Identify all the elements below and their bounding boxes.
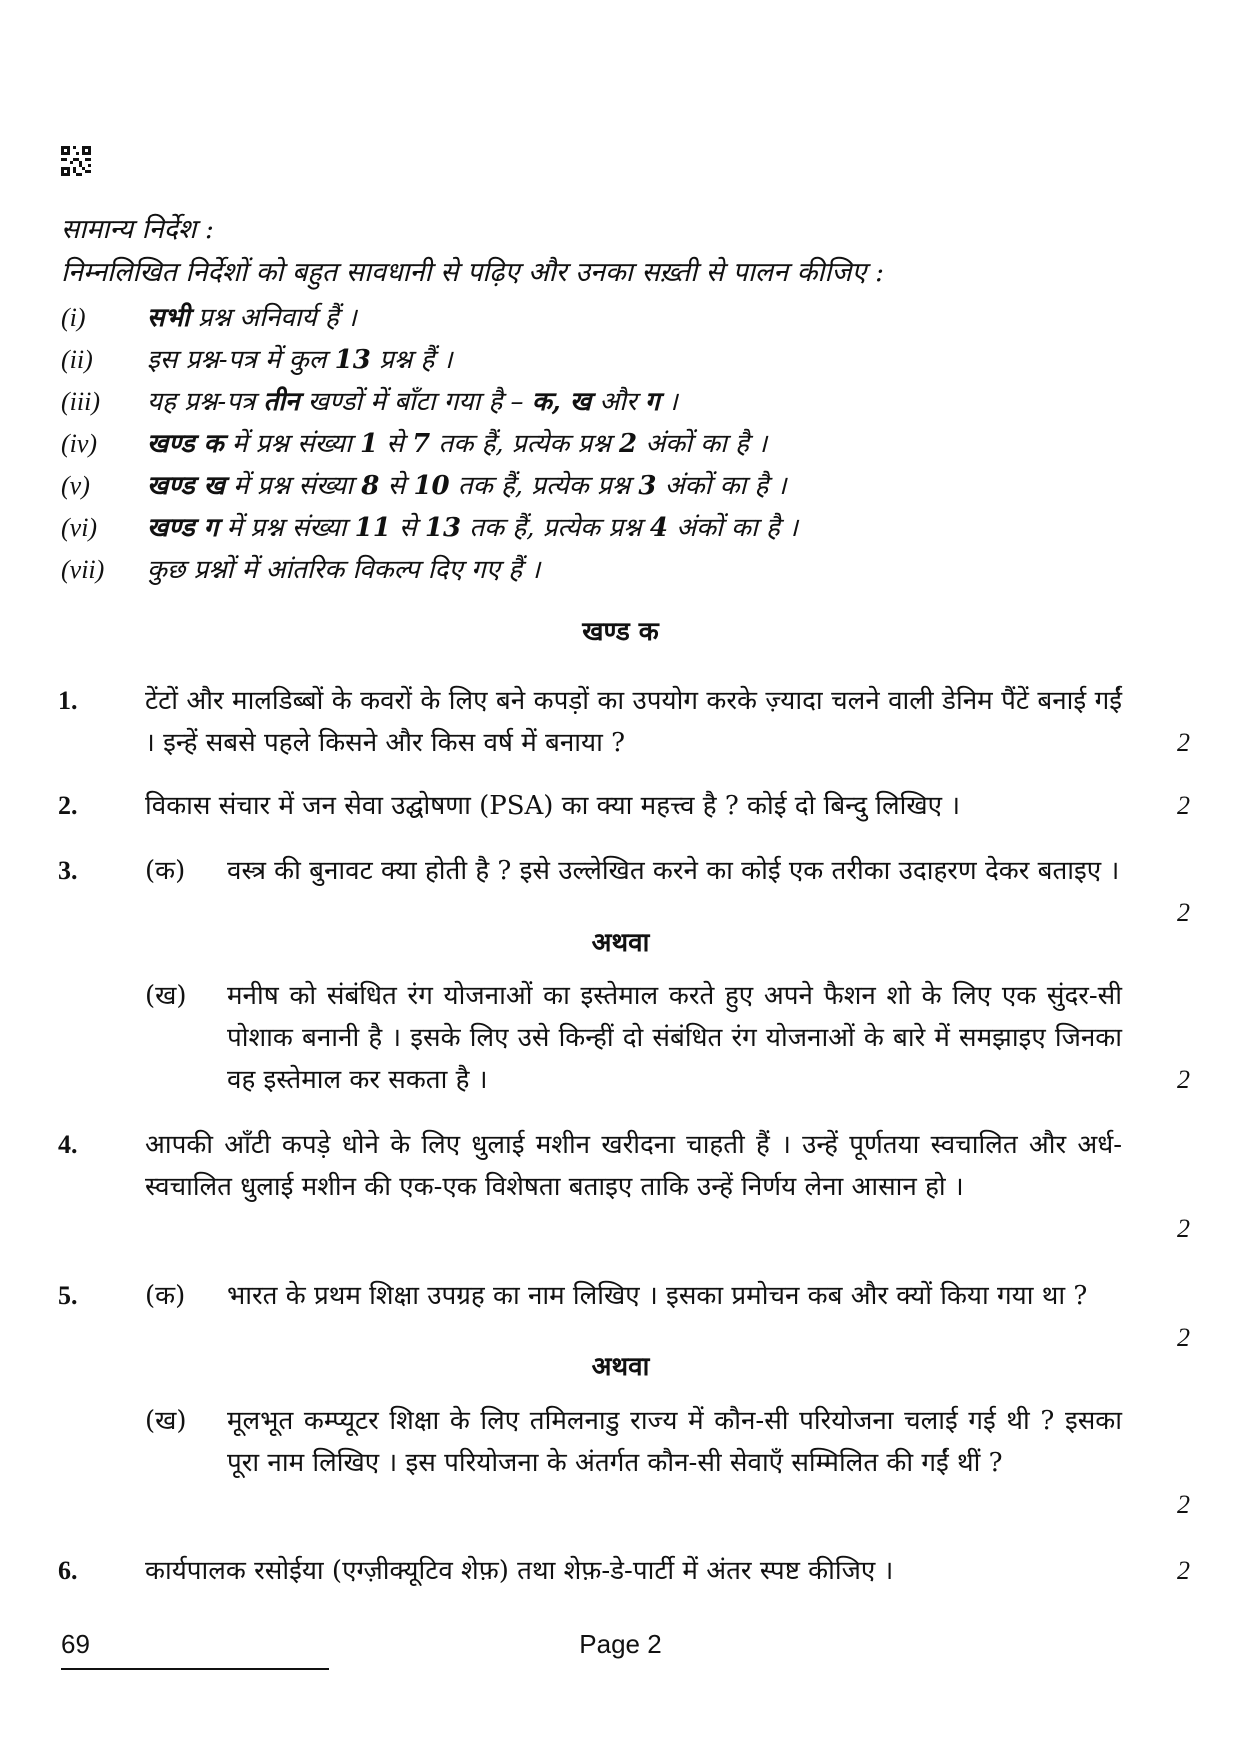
instruction-text (147, 466, 786, 506)
question-1-text: टेंटों और मालडिब्बों के कवरों के लिए बने कपड़ों का उपयोग करके ज़्यादा चलने वाली डेनिम पैंटें बनाई गईं । इन्हें सबसे पहले किसने और किस वर्ष में बनाया ? (145, 686, 1122, 758)
instruction-text-segment: खण्डों में बाँटा गया है – (299, 387, 532, 417)
footer-rule (61, 1668, 329, 1670)
instruction-text (147, 424, 767, 464)
section-heading: खण्ड क (582, 617, 659, 647)
instruction-text (147, 298, 357, 338)
question-2-marks: 2 (1177, 791, 1190, 820)
instruction-text-segment: प्रश्न हैं । (370, 345, 453, 375)
instruction-bold-text: खण्ड क (147, 429, 224, 459)
question-number: 6. (58, 1556, 78, 1585)
instruction-text-segment: अंकों का है । (656, 471, 787, 501)
instruction-text-segment: तक हैं, प्रत्येक प्रश्न (461, 513, 650, 543)
instruction-number: (ii) (61, 345, 93, 374)
instruction-text-segment: इस प्रश्न-पत्र में कुल (147, 345, 335, 375)
instruction-number: (vii) (61, 555, 105, 584)
instruction-number: (v) (61, 471, 90, 500)
question-number: 1. (58, 686, 78, 715)
instruction-text-segment: में प्रश्न संख्या (224, 471, 362, 501)
question-2-text: विकास संचार में जन सेवा उद्घोषणा (PSA) का क्या महत्त्व है ? कोई दो बिन्दु लिखिए । (145, 791, 961, 821)
instruction-bold-text: खण्ड ख (147, 471, 225, 501)
question-number: 5. (58, 1281, 78, 1310)
instruction-bold-text: 8 (361, 471, 380, 501)
instruction-bold-text: 7 (412, 429, 431, 459)
question-5b-text: मूलभूत कम्प्यूटर शिक्षा के लिए तमिलनाडु राज्य में कौन-सी परियोजना चलाई गई थी ? इसका पूरा नाम लिखिए । इस परियोजना के अंतर्गत कौन-सी सेवाएँ सम्मिलित की गईं थीं ? (227, 1406, 1122, 1478)
instruction-text-segment: से (379, 471, 414, 501)
instruction-bold-text: 13 (424, 513, 462, 543)
instructions-title: सामान्य निर्देश : (61, 214, 214, 245)
instruction-text-segment: अंकों का है । (667, 513, 798, 543)
question-5b-marks: 2 (1177, 1490, 1190, 1519)
question-number: 3. (58, 856, 78, 885)
question-4-marks: 2 (1177, 1214, 1190, 1243)
instruction-bold-text: खण्ड ग (147, 513, 219, 543)
instruction-bold-text: क, ख (531, 387, 592, 417)
or-divider: अथवा (591, 1352, 650, 1382)
instruction-bold-text: तीन (263, 387, 300, 417)
instruction-text (147, 382, 678, 422)
question-3b-marks: 2 (1177, 1065, 1190, 1094)
instruction-text-segment: से (390, 513, 425, 543)
question-3b-text: मनीष को संबंधित रंग योजनाओं का इस्तेमाल करते हुए अपने फैशन शो के लिए एक सुंदर-सी पोशाक बनानी है । इसके लिए उसे किन्हीं दो संबंधित रंग योजनाओं के बारे में समझाइए जिनका वह इस्तेमाल कर सकता है । (227, 981, 1122, 1095)
or-divider: अथवा (591, 928, 650, 958)
instruction-text-segment: तक हैं, प्रत्येक प्रश्न (449, 471, 639, 501)
question-number: 4. (58, 1130, 78, 1159)
page-number: Page 2 (579, 1629, 662, 1659)
question-6-text: कार्यपालक रसोईया (एग्ज़ीक्यूटिव शेफ़) तथा शेफ़-डे-पार्टी में अंतर स्पष्ट कीजिए । (145, 1556, 894, 1586)
instruction-text-segment: में प्रश्न संख्या (218, 513, 355, 543)
instruction-text-segment: से (378, 429, 413, 459)
instruction-bold-text: 11 (354, 513, 391, 543)
paper-code: 69 (61, 1629, 90, 1659)
instruction-text-segment: और (591, 387, 645, 417)
instruction-number: (iv) (61, 429, 98, 458)
instruction-text-segment: । (659, 387, 678, 417)
option-a-label: (क) (145, 856, 186, 886)
instruction-number: (i) (61, 303, 86, 332)
instruction-number: (vi) (61, 513, 98, 542)
question-3a-marks: 2 (1177, 898, 1190, 927)
question-4-text: आपकी आँटी कपड़े धोने के लिए धुलाई मशीन खरीदना चाहती हैं । उन्हें पूर्णतया स्वचालित और अर्ध-स्वचालित धुलाई मशीन की एक-एक विशेषता बताइए ताकि उन्हें निर्णय लेना आसान हो । (145, 1130, 1122, 1202)
instruction-text (147, 550, 540, 590)
instruction-text-segment: कुछ प्रश्नों में आंतरिक विकल्प दिए गए हैं । (147, 555, 541, 585)
instruction-number: (iii) (61, 387, 100, 416)
instruction-bold-text: ग (644, 387, 660, 417)
instruction-text (147, 508, 798, 548)
question-5a-text: भारत के प्रथम शिक्षा उपग्रह का नाम लिखिए । इसका प्रमोचन कब और क्यों किया गया था ? (227, 1281, 1088, 1311)
instruction-bold-text: 13 (334, 345, 371, 375)
question-number: 2. (58, 791, 78, 820)
option-a-label: (क) (145, 1281, 186, 1311)
instruction-text (147, 340, 452, 380)
question-5a-marks: 2 (1177, 1323, 1190, 1352)
instruction-bold-text: सभी (147, 303, 190, 333)
question-3a-text: वस्त्र की बुनावट क्या होती है ? इसे उल्लेखित करने का कोई एक तरीका उदाहरण देकर बताइए । (227, 856, 1120, 886)
option-b-label: (ख) (145, 981, 187, 1011)
instruction-bold-text: 2 (619, 429, 638, 459)
option-b-label: (ख) (145, 1406, 187, 1436)
instruction-text-segment: तक हैं, प्रत्येक प्रश्न (430, 429, 619, 459)
question-6-marks: 2 (1177, 1556, 1190, 1585)
instruction-bold-text: 3 (638, 471, 657, 501)
qr-code-icon (61, 146, 91, 176)
question-1-marks: 2 (1177, 728, 1190, 757)
instruction-text-segment: यह प्रश्न-पत्र (147, 387, 264, 417)
instruction-text-segment: प्रश्न अनिवार्य हैं । (189, 303, 357, 333)
instructions-intro: निम्नलिखित निर्देशों को बहुत सावधानी से पढ़िए और उनका सख़्ती से पालन कीजिए : (61, 257, 885, 288)
instruction-bold-text: 4 (649, 513, 668, 543)
instruction-bold-text: 10 (413, 471, 450, 501)
instruction-bold-text: 1 (359, 429, 379, 459)
instruction-text-segment: अंकों का है । (637, 429, 768, 459)
instruction-text-segment: में प्रश्न संख्या (223, 429, 360, 459)
